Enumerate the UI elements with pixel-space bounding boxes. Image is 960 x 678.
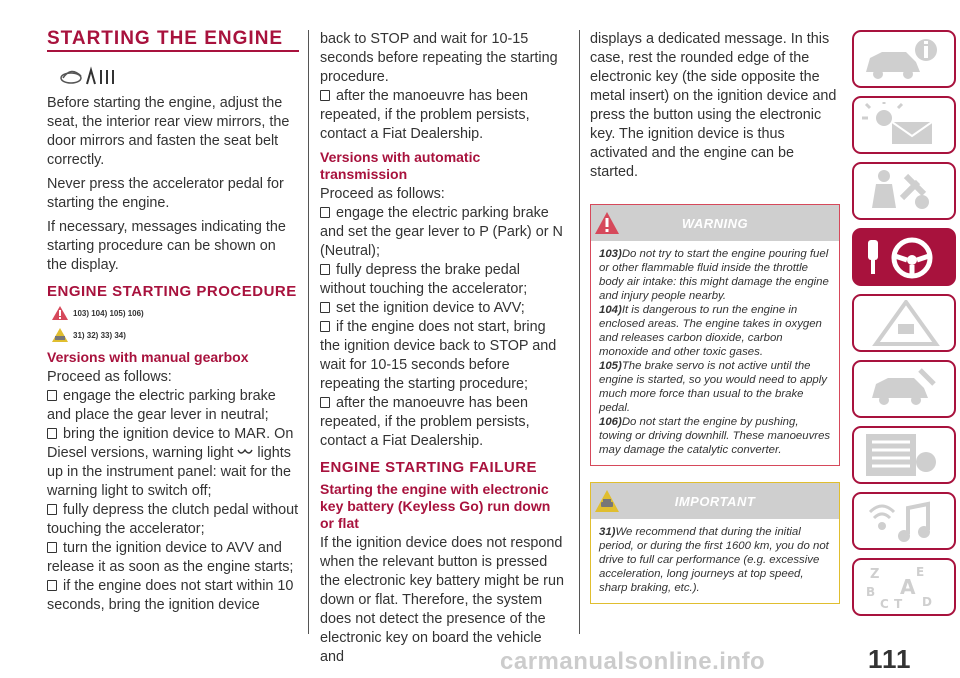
list-item: if the engine does not start, bring the ignition device back to STOP and wait for 10-15 seconds before repeating the starting procedure; <box>320 319 557 392</box>
warning-title: WARNING <box>681 216 749 231</box>
glow-plug-icon <box>237 448 253 457</box>
failure-heading: ENGINE STARTING FAILURE <box>320 459 538 476</box>
warning-refs <box>51 305 299 321</box>
warning-refs-text: 103) 104) 105) 106) <box>73 308 144 318</box>
warning-box <box>590 204 840 466</box>
tab-warning-road[interactable] <box>852 294 956 352</box>
index-letters-icon <box>862 564 942 610</box>
warning-item: 103)Do not try to start the engine pouring fuel or other flammable fluid inside the throttle body air intake: this might damage the engine and injury people nearby. <box>599 248 829 302</box>
index-letter: A <box>900 575 916 599</box>
bullet-icon <box>47 428 57 439</box>
lights-message-icon <box>862 102 942 148</box>
car-info-icon <box>862 36 942 82</box>
list-item: fully depress the clutch pedal without touching the accelerator; <box>47 502 299 537</box>
important-title: IMPORTANT <box>674 494 756 509</box>
bullet-icon <box>320 321 330 332</box>
list-item: after the manoeuvre has been repeated, if the problem persists, contact a Fiat Dealership. <box>320 88 530 142</box>
seat-safety-icon <box>862 168 942 214</box>
column-3 <box>590 30 840 604</box>
tab-lights-message[interactable] <box>852 96 956 154</box>
continued-text: displays a dedicated message. In this case, rest the rounded edge of the electronic key (the side opposite the metal insert) on the ignition device and press the button using the electronic key. The ignition device is thus activated and the engine can be started. <box>590 31 837 180</box>
specs-list-icon <box>862 432 942 478</box>
auto-lead: Proceed as follows: <box>320 186 445 202</box>
index-letter: B <box>866 585 876 599</box>
bullet-icon <box>320 264 330 275</box>
index-letter: Z <box>870 567 880 582</box>
manual-lead: Proceed as follows: <box>47 369 172 385</box>
important-box-body <box>591 519 839 603</box>
list-item: fully depress the brake pedal without touching the accelerator; <box>320 262 528 297</box>
list-item: turn the ignition device to AVV and release it as soon as the engine starts; <box>47 540 294 575</box>
index-letter: D <box>922 595 932 609</box>
tab-car-info[interactable] <box>852 30 956 88</box>
list-item: set the ignition device to AVV; <box>320 299 568 318</box>
index-letter: T <box>894 597 903 610</box>
bullet-icon <box>47 542 57 553</box>
tab-seat-safety[interactable] <box>852 162 956 220</box>
watermark: carmanualsonline.info <box>500 648 766 675</box>
column-2 <box>320 30 568 672</box>
important-refs-text: 31) 32) 33) 34) <box>73 330 126 340</box>
warning-triangle-icon <box>51 305 69 321</box>
tab-index[interactable] <box>852 558 956 616</box>
warning-item: 104)It is dangerous to run the engine in enclosed areas. The engine takes in oxygen and releases carbon dioxide, carbon monoxide and other toxic gases. <box>599 304 822 358</box>
list-item: after the manoeuvre has been repeated, if the problem persists, contact a Fiat Dealership. <box>320 395 530 449</box>
chapter-tabs <box>852 30 960 624</box>
bullet-icon <box>320 90 330 101</box>
keyless-heading: Starting the engine with electronic key battery (Keyless Go) run down or flat <box>320 481 551 531</box>
intro-paragraph: Before starting the engine, adjust the seat, the interior rear view mirrors, the door mirrors and fasten the seat belt correctly. <box>47 95 290 168</box>
index-letter: C <box>880 597 889 610</box>
important-refs <box>51 327 299 343</box>
list-item: if the engine does not start within 10 seconds, bring the ignition device <box>47 578 294 613</box>
warning-box-header <box>591 205 839 241</box>
tab-specs-list[interactable] <box>852 426 956 484</box>
auto-heading: Versions with automatic transmission <box>320 149 481 182</box>
warning-item: 105)The brake servo is not active until the engine is started, so you would need to apply much more force than usual to the brake pedal. <box>599 360 827 414</box>
warning-box-body <box>591 241 839 465</box>
car-service-icon <box>862 366 942 412</box>
key-steering-icon <box>862 234 942 280</box>
bullet-icon <box>320 302 330 313</box>
bullet-icon <box>320 397 330 408</box>
tab-car-service[interactable] <box>852 360 956 418</box>
important-box <box>590 482 840 604</box>
column-1 <box>47 30 299 615</box>
multimedia-icon <box>862 498 942 544</box>
index-letter: E <box>916 565 925 579</box>
warning-road-icon <box>862 300 942 346</box>
bullet-icon <box>47 580 57 591</box>
list-item: engage the electric parking brake and place the gear lever in neutral; <box>47 388 276 423</box>
bullet-icon <box>47 390 57 401</box>
tab-key-steering[interactable] <box>852 228 956 286</box>
bullet-icon <box>320 207 330 218</box>
page-number: 111 <box>868 644 912 674</box>
keyless-text: If the ignition device does not respond when the relevant button is pressed the electronic key battery might be run down or flat. Therefore, the system does not detect the presence of the electronic key on board the vehicle and <box>320 535 564 665</box>
section-title: STARTING THE ENGINE <box>47 30 299 52</box>
manual-heading: Versions with manual gearbox <box>47 349 249 365</box>
important-item: 31)We recommend that during the initial period, or during the first 1600 km, you do not drive to full car performance (e.g. excessive acceleration, long journeys at top speed, sharp braking, etc.). <box>599 526 829 594</box>
list-item: engage the electric parking brake and set the gear lever to P (Park) or N (Neutral); <box>320 205 563 259</box>
warning-item: 106)Do not start the engine by pushing, towing or driving downhill. These manoeuvres may damage the catalytic converter. <box>599 416 831 456</box>
driving-icon <box>57 62 117 88</box>
list-item: bring the ignition device to MAR. On Diesel versions, warning light lights up in the instrument panel: wait for the warning light to switch off; <box>47 426 294 499</box>
procedure-heading: ENGINE STARTING PROCEDURE <box>47 283 297 300</box>
intro-paragraph: Never press the accelerator pedal for starting the engine. <box>47 176 284 211</box>
important-car-icon <box>51 327 69 343</box>
tab-multimedia[interactable] <box>852 492 956 550</box>
column-divider <box>308 30 309 634</box>
important-box-header <box>591 483 839 519</box>
column-divider <box>579 30 580 634</box>
intro-paragraph: If necessary, messages indicating the starting procedure can be shown on the display. <box>47 219 286 273</box>
bullet-icon <box>47 504 57 515</box>
continued-text: back to STOP and wait for 10-15 seconds before repeating the starting procedure. <box>320 31 558 85</box>
